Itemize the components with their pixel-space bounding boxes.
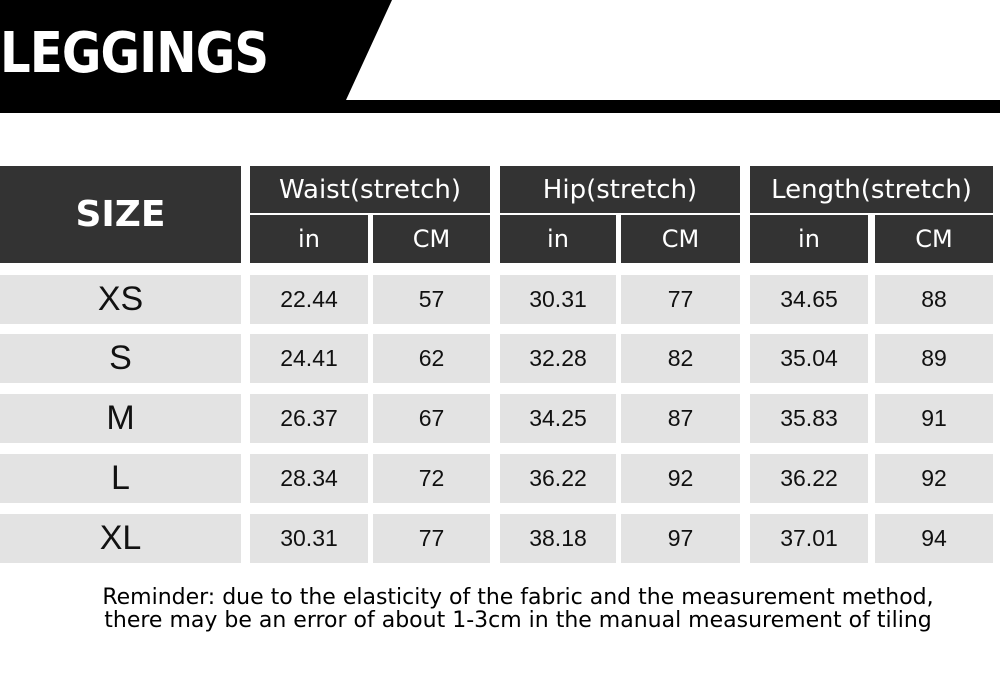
hip-in-value: 36.22 <box>500 454 616 503</box>
length-cm-value: 92 <box>875 454 993 503</box>
length-in-value: 36.22 <box>750 454 868 503</box>
waist-in-value: 26.37 <box>250 394 368 443</box>
hip-header: Hip(stretch) <box>500 166 740 213</box>
waist-in-value: 24.41 <box>250 334 368 383</box>
hip-cm-value: 77 <box>621 275 740 324</box>
hip-in-value: 38.18 <box>500 514 616 563</box>
size-label: S <box>0 334 241 383</box>
waist-header: Waist(stretch) <box>250 166 490 213</box>
hip-in-header: in <box>500 215 616 263</box>
length-header: Length(stretch) <box>750 166 993 213</box>
waist-in-value: 30.31 <box>250 514 368 563</box>
size-label: XS <box>0 275 241 324</box>
length-in-value: 35.04 <box>750 334 868 383</box>
waist-cm-value: 57 <box>373 275 490 324</box>
waist-cm-header: CM <box>373 215 490 263</box>
waist-cm-value: 77 <box>373 514 490 563</box>
hip-cm-value: 92 <box>621 454 740 503</box>
waist-cm-value: 62 <box>373 334 490 383</box>
size-label: L <box>0 454 241 503</box>
length-in-value: 37.01 <box>750 514 868 563</box>
reminder-line-2: there may be an error of about 1-3cm in the manual measurement of tiling <box>104 608 932 633</box>
page-title: LEGGINGS <box>0 21 269 86</box>
hip-cm-header: CM <box>621 215 740 263</box>
hip-cm-value: 82 <box>621 334 740 383</box>
hip-in-value: 34.25 <box>500 394 616 443</box>
waist-in-value: 22.44 <box>250 275 368 324</box>
title-banner <box>0 0 1000 113</box>
length-in-header: in <box>750 215 868 263</box>
reminder-note <box>0 586 1000 632</box>
hip-cm-value: 87 <box>621 394 740 443</box>
hip-cm-value: 97 <box>621 514 740 563</box>
waist-cm-value: 67 <box>373 394 490 443</box>
length-cm-value: 89 <box>875 334 993 383</box>
waist-in-header: in <box>250 215 368 263</box>
length-in-value: 35.83 <box>750 394 868 443</box>
waist-cm-value: 72 <box>373 454 490 503</box>
size-label: M <box>0 394 241 443</box>
hip-in-value: 30.31 <box>500 275 616 324</box>
length-cm-value: 94 <box>875 514 993 563</box>
length-cm-header: CM <box>875 215 993 263</box>
length-cm-value: 88 <box>875 275 993 324</box>
length-in-value: 34.65 <box>750 275 868 324</box>
hip-in-value: 32.28 <box>500 334 616 383</box>
length-cm-value: 91 <box>875 394 993 443</box>
size-label: XL <box>0 514 241 563</box>
reminder-line-1: Reminder: due to the elasticity of the fabric and the measurement method, <box>102 585 934 610</box>
waist-in-value: 28.34 <box>250 454 368 503</box>
size-column-header: SIZE <box>0 166 241 263</box>
